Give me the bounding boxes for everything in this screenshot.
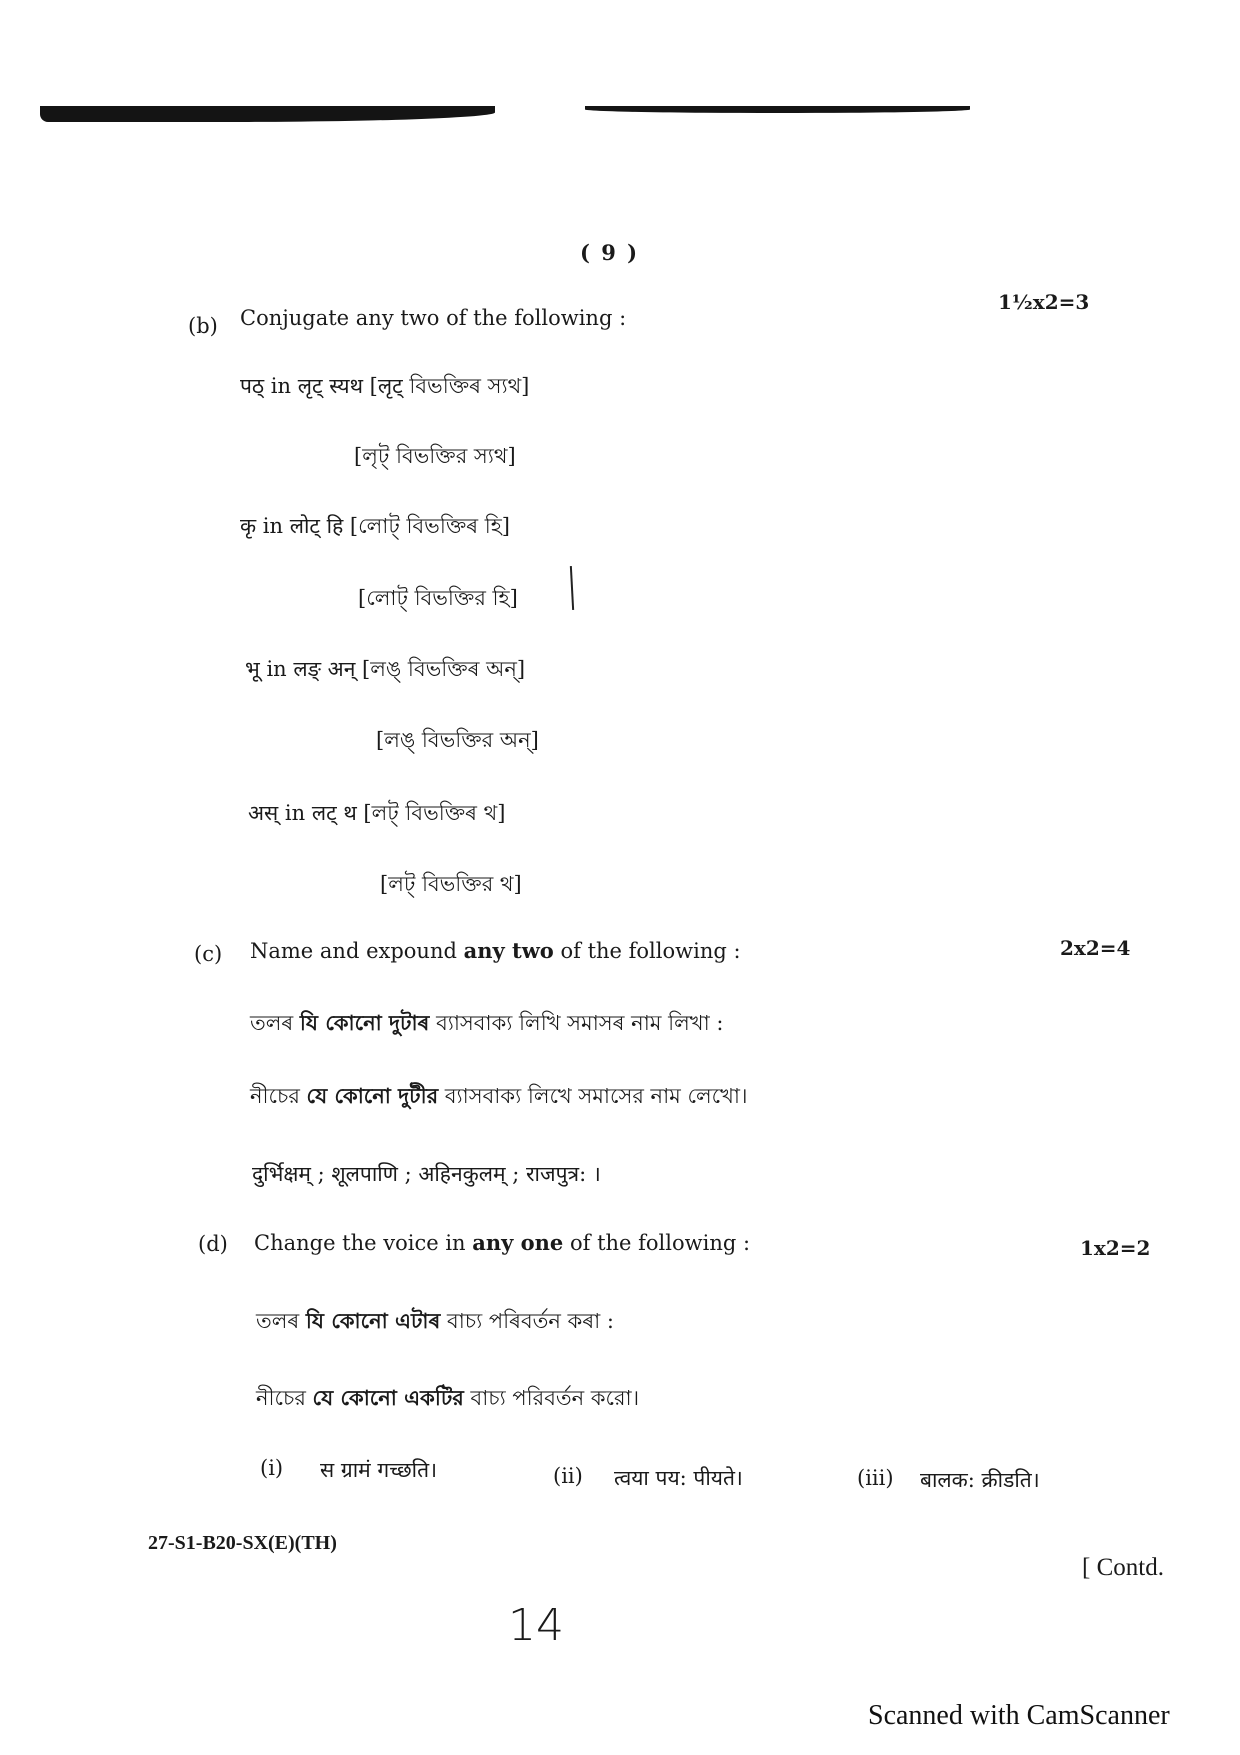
- section-c-question-bold: any two: [463, 938, 554, 963]
- section-b-item-2-alt: [লোট্ বিভক্তির হি]: [358, 586, 518, 610]
- section-b-item-3: भू in लङ् अन् [লঙ্ বিভক্তিৰ অন্]: [245, 657, 526, 681]
- section-c-label: (c): [194, 942, 223, 966]
- section-d-asm-bold: যি কোনো এটাৰ: [305, 1308, 441, 1333]
- section-b-item-2: कृ in लोट् हि [লোট্ বিভক্তিৰ হি]: [240, 514, 510, 538]
- section-c-asm-pre: তলৰ: [250, 1011, 300, 1035]
- section-c-asm-bold: যি কোনো দুটাৰ: [299, 1010, 430, 1035]
- page-number: ( 9 ): [580, 240, 640, 265]
- scanner-watermark: Scanned with CamScanner: [868, 1700, 1170, 1731]
- section-d-option-3-text: बालक: क्रीडति।: [920, 1468, 1040, 1492]
- section-c-question-pre: Name and expound: [250, 939, 464, 963]
- section-d-option-2-num: (ii): [553, 1464, 583, 1488]
- section-c-ben-post: ব্যাসবাক্য লিখে সমাসের নাম লেখো।: [438, 1084, 748, 1108]
- section-c-compound-words: दुर्भिक्षम् ; शूलपाणि ; अहिनकुलम् ; राजपुत्र: ।: [252, 1162, 601, 1186]
- section-b-item-1: पठ् in लृट् स्यथ [लृट् বিভক্তিৰ স্যথ]: [240, 374, 530, 398]
- section-d-question-bold: any one: [472, 1230, 564, 1255]
- section-d-question-pre: Change the voice in: [254, 1231, 473, 1255]
- section-d-marks: 1x2=2: [1080, 1236, 1151, 1260]
- pen-mark: [570, 566, 574, 610]
- section-d-asm-pre: তলৰ: [256, 1309, 306, 1333]
- section-c-question: [250, 938, 741, 963]
- section-b-marks: 1½x2=3: [998, 290, 1090, 314]
- section-d-option-1-text: स ग्रामं गच्छति।: [320, 1458, 438, 1482]
- section-c-asm-post: ব্যাসবাক্য লিখি সমাসৰ নাম লিখা :: [429, 1011, 724, 1035]
- section-b-item-1-alt: [লৃট্ বিভক্তির স্যথ]: [354, 444, 516, 468]
- section-b-item-4: अस् in लट् थ [লট্ বিভক্তিৰ থ]: [248, 801, 506, 825]
- handwritten-page-number: 14: [508, 1600, 564, 1651]
- section-c-question-post: of the following :: [553, 939, 741, 963]
- section-d-ben-bold: যে কোনো একটির: [312, 1385, 464, 1410]
- section-d-question-post: of the following :: [563, 1231, 751, 1255]
- section-d-option-3-num: (iii): [857, 1466, 894, 1490]
- section-d-question: [254, 1230, 750, 1255]
- section-d-label: (d): [198, 1232, 228, 1256]
- section-c-marks: 2x2=4: [1060, 936, 1131, 960]
- section-d-ben-pre: নীচের: [256, 1386, 313, 1410]
- section-c-ben-pre: নীচের: [250, 1084, 307, 1108]
- section-d-option-1-num: (i): [260, 1456, 284, 1480]
- section-b-question: Conjugate any two of the following :: [240, 306, 627, 330]
- section-c-bengali-instruction: [250, 1080, 748, 1115]
- scan-edge-bar-left: [40, 106, 495, 122]
- paper-code: 27-S1-B20-SX(E)(TH): [148, 1532, 337, 1554]
- section-c-assamese-instruction: [250, 1007, 723, 1042]
- section-d-asm-post: বাচ্য পৰিবৰ্তন কৰা :: [440, 1309, 614, 1333]
- section-b-item-4-alt: [লট্ বিভক্তির থ]: [380, 872, 522, 896]
- section-d-assamese-instruction: [256, 1305, 614, 1340]
- section-d-option-2-text: त्वया पय: पीयते।: [614, 1466, 743, 1490]
- section-c-ben-bold: যে কোনো দুটীর: [306, 1083, 439, 1108]
- section-d-bengali-instruction: [256, 1382, 639, 1417]
- section-b-item-3-alt: [লঙ্ বিভক্তির অন্]: [376, 728, 539, 752]
- section-d-ben-post: বাচ্য পরিবর্তন করো।: [463, 1386, 640, 1410]
- section-b-label: (b): [188, 314, 218, 338]
- scan-edge-bar-right: [585, 106, 970, 113]
- continued-label: [ Contd.: [1082, 1554, 1164, 1581]
